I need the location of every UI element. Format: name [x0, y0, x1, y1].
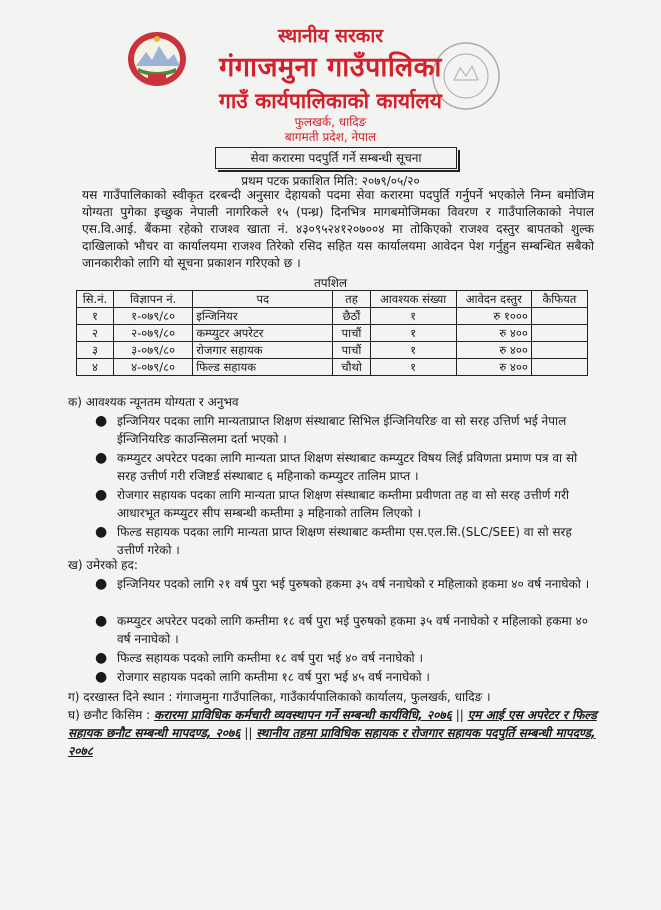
col-header-count: आवश्यक संख्या — [370, 291, 456, 308]
cell-sn: ४ — [77, 359, 114, 376]
list-item — [95, 486, 595, 522]
qualification-text: रोजगार सहायक पदका लागि मान्यता प्राप्त शिक्षण संस्थाबाट कम्तीमा प्रवीणता तह वा सो सरह उत्तीर्ण गरी आधारभूत कम्प्युटर सीप सम्बन्धी कम्तीमा ३ महिनाको तालिम लिएको । — [117, 488, 569, 520]
cell-fee: रु ४०० — [456, 325, 531, 342]
notice-title: सेवा करारमा पदपुर्ति गर्ने सम्बन्धी सूचना — [215, 147, 457, 169]
col-header-fee: आवेदन दस्तुर — [456, 291, 531, 308]
qualification-text: इन्जिनियर पदका लागि मान्यताप्राप्त शिक्षण संस्थाबाट सिभिल ईन्जिनियरिङ वा सो सरह उत्तिर्ण भई नेपाल ईन्जिनियरिङ काउन्सिलमा दर्ता भएको । — [117, 414, 567, 446]
list-item — [95, 449, 595, 485]
cell-sn: २ — [77, 325, 114, 342]
selection-separator: || — [455, 708, 464, 722]
cell-remarks — [531, 342, 587, 359]
age-text: कम्प्युटर अपरेटर पदको लागि कम्तीमा १८ वर्ष पुरा भई पुरुषको हकमा ३५ वर्ष ननाघेको र महिलाको हकमा ४० वर्ष ननाघेको । — [117, 614, 589, 646]
cell-remarks — [531, 359, 587, 376]
qualification-text: कम्प्युटर अपरेटर पदका लागि मान्यता प्राप्त शिक्षण संस्थाबाट कम्प्युटर विषय लिई प्रविणता प्रमाण पत्र वा सो सरह उत्तीर्ण गरी रजिष्टर्ड संस्थाबाट ६ महिनाको कम्प्युटर तालिम प्राप्त । — [117, 451, 578, 483]
bullet-icon: ● — [95, 487, 108, 503]
list-item — [95, 575, 595, 593]
age-text: फिल्ड सहायक पदको लागि कम्तीमा १८ वर्ष पुरा भई ४० वर्ष ननाघेको । — [117, 651, 424, 665]
cell-post: रोजगार सहायक — [193, 342, 333, 359]
cell-count: १ — [370, 308, 456, 325]
selection-procedure-3: स्थानीय तहमा प्राविधिक सहायक र रोजगार सहायक पदपुर्ति सम्बन्धी मापदण्ड, २०७८ — [68, 726, 596, 758]
table-header-row — [77, 291, 588, 308]
cell-remarks — [531, 308, 587, 325]
selection-criteria — [68, 706, 598, 760]
list-item — [95, 523, 595, 559]
selection-procedure-1: करारमा प्राविधिक कर्मचारी व्यवस्थापन गर्ने सम्बन्धी कार्यविधि, २०७६ — [154, 708, 452, 722]
cell-sn: ३ — [77, 342, 114, 359]
qualifications-heading: क) आवश्यक न्यूनतम योग्यता र अनुभव — [68, 395, 239, 409]
header-address: फुलखर्क, धादिङ — [294, 115, 367, 129]
selection-procedure-2: एम आई एस अपरेटर र फिल्ड सहायक छनौट सम्बन्धी मापदण्ड, २०७६ — [68, 708, 597, 740]
cell-count: १ — [370, 325, 456, 342]
list-item — [95, 612, 595, 648]
table-row — [77, 325, 588, 342]
publish-date: प्रथम पटक प्रकाशित मिति: २०७९/०५/२० — [241, 174, 420, 188]
list-item — [95, 649, 595, 667]
bullet-icon: ● — [95, 650, 108, 666]
cell-fee: रु ४०० — [456, 342, 531, 359]
col-header-post: पद — [193, 291, 333, 308]
list-item — [95, 668, 595, 686]
cell-fee: रु ४०० — [456, 359, 531, 376]
cell-post: फिल्ड सहायक — [193, 359, 333, 376]
col-header-remarks: कैफियत — [531, 291, 587, 308]
cell-post: कम्प्युटर अपरेटर — [193, 325, 333, 342]
bullet-icon: ● — [95, 613, 108, 629]
col-header-ad-no: विज्ञापन नं. — [114, 291, 193, 308]
cell-post: इन्जिनियर — [193, 308, 333, 325]
list-item — [95, 412, 595, 448]
col-header-sn: सि.नं. — [77, 291, 114, 308]
cell-ad-no: ४-०७९/८० — [114, 359, 193, 376]
cell-remarks — [531, 325, 587, 342]
application-place: ग) दरखास्त दिने स्थान : गंगाजमुना गाउँपालिका, गाउँकार्यपालिकाको कार्यालय, फुलखर्क, धादिङ । — [68, 690, 491, 704]
header-local-government: स्थानीय सरकार — [277, 25, 384, 47]
cell-count: १ — [370, 359, 456, 376]
cell-ad-no: १-०७९/८० — [114, 308, 193, 325]
cell-count: १ — [370, 342, 456, 359]
notice-intro-paragraph: यस गाउँपालिकाको स्वीकृत दरबन्दी अनुसार देहायको पदमा सेवा करारमा पदपुर्ति गर्नुपर्ने भएकोले निम्न बमोजिम योग्यता पुगेका इच्छुक नेपाली नागरिकले १५ (पन्ध्र) दिनभित्र मागबमोजिमका विवरण र गाउँपालिकाको नेपाल एस.वि.आई. बैंकमा रहेको राजश्व खाता नं. ४३०९५२४१२०७००४ मा तोकिएको राजश्व दस्तुर बापतको शुल्क दाखिलाको भौचर वा कार्यालयमा राजश्व तिरेको रसिद सहित यस कार्यालयमा आवेदन पेश गर्नुहुन सम्बन्धित सबैको जानकारीको लागि यो सूचना प्रकाशन गरिएको छ । — [82, 188, 594, 270]
bullet-icon: ● — [95, 576, 108, 592]
qualification-text: फिल्ड सहायक पदका लागि मान्यता प्राप्त शिक्षण संस्थाबाट कम्तीमा एस.एल.सि.(SLC/SEE) वा सो सरह उत्तीर्ण गरेको । — [117, 525, 572, 557]
col-header-level: तह — [333, 291, 370, 308]
age-heading: ख) उमेरको हद: — [68, 558, 138, 572]
selection-prefix: घ) छनौट किसिम : — [68, 708, 151, 722]
bullet-icon: ● — [95, 413, 108, 429]
posts-table — [76, 290, 588, 376]
cell-level: पाचौं — [333, 325, 370, 342]
cell-ad-no: ३-०७९/८० — [114, 342, 193, 359]
selection-separator: || — [244, 726, 253, 740]
table-row — [77, 308, 588, 325]
age-text: इन्जिनियर पदको लागि २१ वर्ष पुरा भई पुरुषको हकमा ३५ वर्ष ननाघेको र महिलाको हकमा ४० वर्ष ननाघेको । — [117, 577, 590, 591]
cell-ad-no: २-०७९/८० — [114, 325, 193, 342]
table-caption: तपशिल — [313, 276, 348, 290]
bullet-icon: ● — [95, 450, 108, 466]
header-municipality-name: गंगाजमुना गाउँपालिका — [219, 52, 442, 83]
table-row — [77, 359, 588, 376]
cell-sn: १ — [77, 308, 114, 325]
table-row — [77, 342, 588, 359]
header-office-name: गाउँ कार्यपालिकाको कार्यालय — [219, 89, 442, 113]
cell-fee: रु १००० — [456, 308, 531, 325]
bullet-icon: ● — [95, 669, 108, 685]
cell-level: चौथो — [333, 359, 370, 376]
age-text: रोजगार सहायक पदको लागि कम्तीमा १८ वर्ष पुरा भई ४५ वर्ष ननाघेको । — [117, 670, 430, 684]
bullet-icon: ● — [95, 524, 108, 540]
cell-level: पाचौं — [333, 342, 370, 359]
cell-level: छैठौं — [333, 308, 370, 325]
header-province: बागमती प्रदेश, नेपाल — [284, 130, 377, 144]
